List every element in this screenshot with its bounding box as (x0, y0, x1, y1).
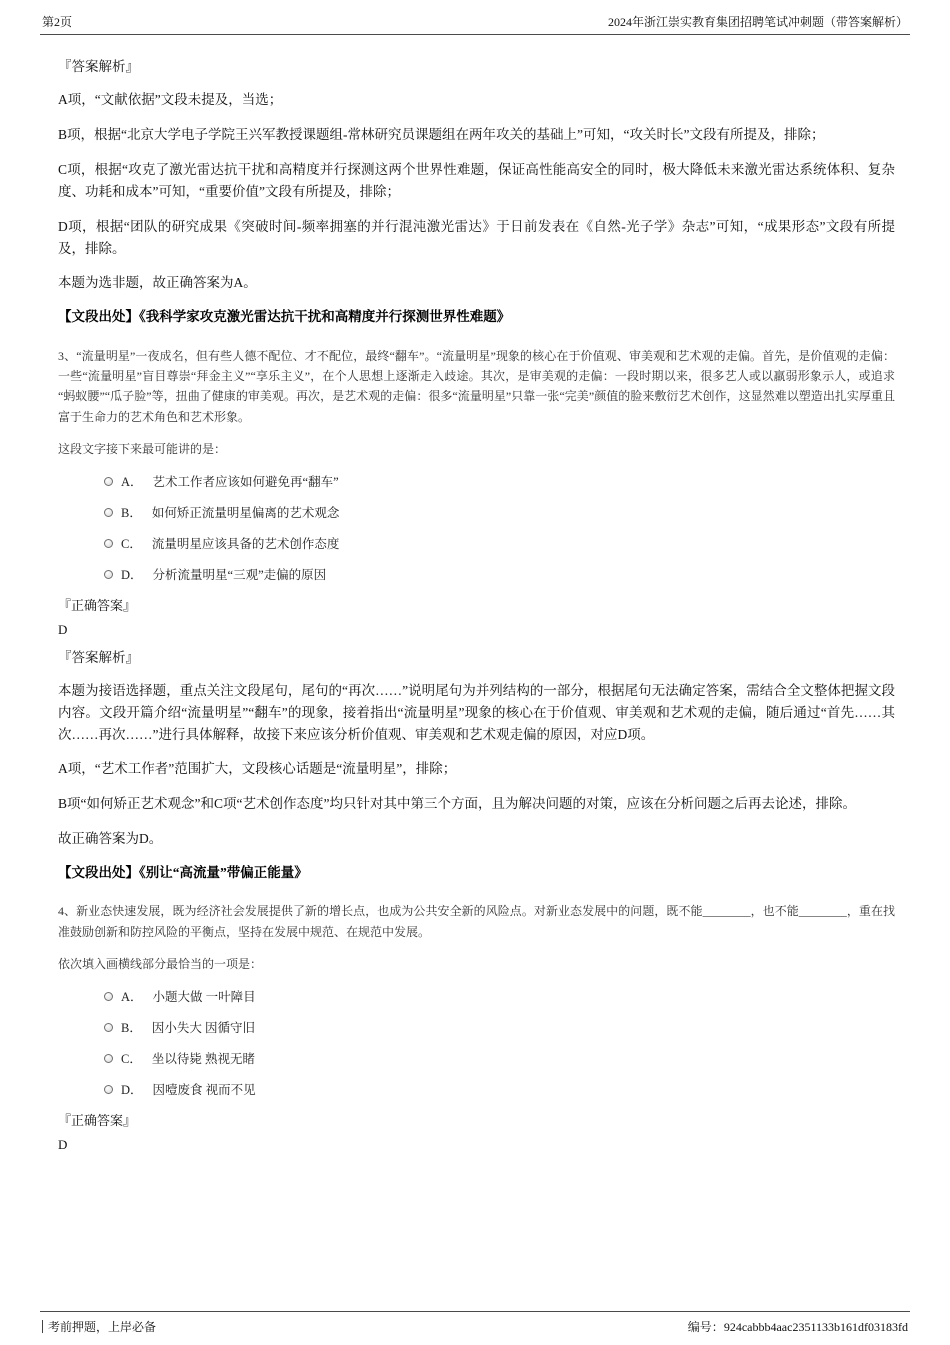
option-letter: A． (121, 475, 143, 490)
q2-source-reference: 【文段出处】《我科学家攻克激光雷达抗干扰和高精度并行探测世界性难题》 (58, 309, 511, 325)
q2-analysis-point-b: B项，根据“北京大学电子学院王兴军教授课题组-常林研究员课题组在两年攻关的基础上”可知，“攻关时长”文段有所提及，排除； (58, 127, 825, 143)
question3-analysis-conclusion: 故正确答案为D。 (58, 831, 163, 847)
question4-option-b[interactable] (104, 1018, 895, 1036)
page-header (40, 0, 910, 35)
radio-button-icon[interactable] (104, 508, 113, 517)
radio-button-icon[interactable] (104, 1085, 113, 1094)
question3-analysis-point-a: A项，“艺术工作者”范围扩大，文段核心话题是“流量明星”，排除； (58, 761, 457, 777)
question4-correct-answer: D (58, 1137, 68, 1153)
option-text: 坐以待毙 熟视无睹 (151, 1052, 255, 1067)
option-letter: B． (121, 1021, 142, 1036)
option-letter: D． (121, 1083, 143, 1098)
question3-prompt: 这段文字接下来最可能讲的是： (58, 442, 227, 457)
document-body (40, 35, 910, 1155)
page-footer (40, 1311, 910, 1335)
serial-value: 924cabbb4aac2351133b161df03183fd (723, 1320, 908, 1334)
footer-slogan-wrap (42, 1318, 156, 1335)
footer-slogan: 考前押题，上岸必备 (48, 1320, 157, 1334)
serial-label: 编号： (687, 1320, 724, 1334)
question3-analysis-main: 本题为接语选择题，重点关注文段尾句，尾句的“再次……”说明尾句为并列结构的一部分，根据尾句无法确定答案，需结合全文整体把握文段内容。文段开篇介绍“流量明星”“翻车”的现象，接着指出“流量明星”现象的核心在于价值观、审美观和艺术观的走偏，随后通过“首先……其次……再次……”进行具体解释，故接下来应该分析价值观、审美观和艺术观走偏的原因，对应D项。 (58, 682, 895, 742)
question4-option-d[interactable] (104, 1080, 895, 1098)
question4-option-c[interactable] (104, 1049, 895, 1067)
option-letter: C． (121, 537, 142, 552)
radio-button-icon[interactable] (104, 1023, 113, 1032)
question4-options (104, 987, 895, 1098)
document-title: 2024年浙江崇实教育集团招聘笔试冲刺题（带答案解析） (607, 15, 908, 29)
question3-source-reference: 【文段出处】《别让“高流量”带偏正能量》 (58, 865, 308, 881)
question3-options (104, 472, 895, 583)
option-text: 如何矫正流量明星偏离的艺术观念 (151, 506, 340, 521)
option-text: 分析流量明星“三观”走偏的原因 (152, 568, 327, 583)
question3-correct-answer: D (58, 622, 68, 638)
q2-analysis-point-d: D项，根据“团队的研究成果《突破时间-频率拥塞的并行混沌激光雷达》于日前发表在《自然-光子学》杂志”可知，“成果形态”文段有所提及，排除。 (58, 218, 895, 256)
question3-option-a[interactable] (104, 472, 895, 490)
option-letter: D． (121, 568, 143, 583)
radio-button-icon[interactable] (104, 570, 113, 579)
question3-option-d[interactable] (104, 565, 895, 583)
question3-analysis-heading: 『答案解析』 (58, 649, 139, 665)
document-serial (688, 1318, 908, 1335)
option-text: 小题大做 一叶障目 (152, 990, 256, 1005)
question4-stem: 4、新业态快速发展，既为经济社会发展提供了新的增长点，也成为公共安全新的风险点。对新业态发展中的问题，既不能________，也不能________，重在找准鼓励创新和防控风险的平衡点，坚持在发展中规范、在规范中发展。 (58, 904, 895, 939)
page-number: 第2页 (42, 15, 73, 29)
q2-analysis-point-a: A项，“文献依据”文段未提及，当选； (58, 92, 283, 108)
question3-option-c[interactable] (104, 534, 895, 552)
option-text: 流量明星应该具备的艺术创作态度 (151, 537, 340, 552)
radio-button-icon[interactable] (104, 539, 113, 548)
question3-option-b[interactable] (104, 503, 895, 521)
question4-prompt: 依次填入画横线部分最恰当的一项是： (58, 957, 263, 972)
question3-stem: 3、“流量明星”一夜成名，但有些人德不配位、才不配位，最终“翻车”。“流量明星”现象的核心在于价值观、审美观和艺术观的走偏。首先，是价值观的走偏：一些“流量明星”盲目尊崇“拜金主义”“享乐主义”，在个人思想上逐渐走入歧途。其次，是审美观的走偏：一段时期以来，很多艺人或以羸弱形象示人，或追求“蚂蚁腰”“瓜子脸”等，扭曲了健康的审美观。再次，是艺术观的走偏：很多“流量明星”只靠一张“完美”颜值的脸来敷衍艺术创作，这显然难以塑造出扎实厚重且富于生命力的艺术角色和艺术形象。 (58, 348, 895, 424)
q2-analysis-heading: 『答案解析』 (58, 59, 139, 74)
footer-mark-icon (42, 1320, 43, 1333)
q2-analysis-point-c: C项，根据“攻克了激光雷达抗干扰和高精度并行探测这两个世界性难题，保证高性能高安全的同时，极大降低未来激光雷达系统体积、复杂度、功耗和成本”可知，“重要价值”文段有所提及，排除； (58, 161, 895, 199)
question3-analysis-point-bc: B项“如何矫正艺术观念”和C项“艺术创作态度”均只针对其中第三个方面，且为解决问题的对策，应该在分析问题之后再去论述，排除。 (58, 796, 856, 812)
option-text: 因噎废食 视而不见 (152, 1083, 256, 1098)
option-letter: A． (121, 990, 143, 1005)
option-letter: C． (121, 1052, 142, 1067)
question3-correct-answer-heading: 『正确答案』 (58, 598, 137, 614)
question4-option-a[interactable] (104, 987, 895, 1005)
question4-correct-answer-heading: 『正确答案』 (58, 1113, 137, 1129)
radio-button-icon[interactable] (104, 992, 113, 1001)
q2-analysis-conclusion: 本题为选非题，故正确答案为A。 (58, 275, 257, 291)
option-letter: B． (121, 506, 142, 521)
radio-button-icon[interactable] (104, 1054, 113, 1063)
option-text: 艺术工作者应该如何避免再“翻车” (152, 475, 339, 490)
radio-button-icon[interactable] (104, 477, 113, 486)
option-text: 因小失大 因循守旧 (151, 1021, 255, 1036)
